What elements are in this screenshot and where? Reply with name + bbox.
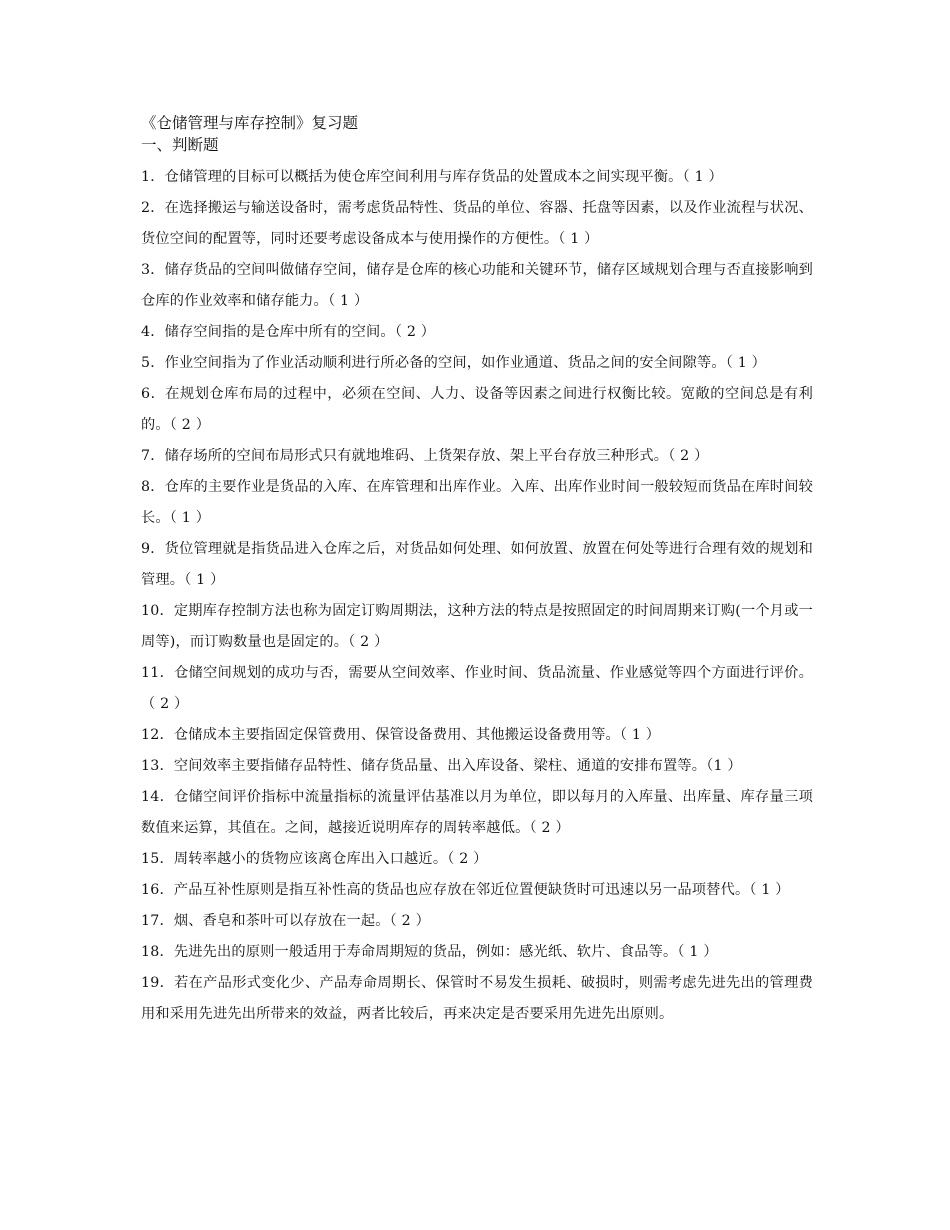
question-item: 15．周转率越小的货物应该离仓库出入口越近。（ 2 ） bbox=[141, 851, 488, 867]
question-item: 13．空间效率主要指储存品特性、储存货品量、出入库设备、梁柱、通道的安排布置等。（1 ） bbox=[141, 758, 742, 774]
question-item: 11．仓储空间规划的成功与否，需要从空间效率、作业时间、货品流量、作业感觉等四个方面进行评价。（ 2 ） bbox=[141, 665, 813, 712]
question-item: 12．仓储成本主要指固定保管费用、保管设备费用、其他搬运设备费用等。（ 1 ） bbox=[141, 727, 661, 743]
question-item: 19．若在产品形式变化少、产品寿命周期长、保管时不易发生损耗、破损时，则需考虑先进先出的管理费用和采用先进先出所带来的效益，两者比较后，再来决定是否要采用先进先出原则。 bbox=[141, 975, 813, 1022]
section-heading: 一、判断题 bbox=[141, 136, 219, 154]
question-item: 1．仓储管理的目标可以概括为使仓库空间利用与库存货品的处置成本之间实现平衡。（ 1 ） bbox=[141, 169, 723, 185]
question-item: 9．货位管理就是指货品进入仓库之后，对货品如何处理、如何放置、放置在何处等进行合理有效的规划和管理。（ 1 ） bbox=[141, 541, 813, 588]
question-item: 6．在规划仓库布局的过程中，必须在空间、人力、设备等因素之间进行权衡比较。宽敞的空间总是有利的。（ 2 ） bbox=[141, 386, 813, 433]
question-item: 17．烟、香皂和茶叶可以存放在一起。（ 2 ） bbox=[141, 913, 430, 929]
question-item: 16．产品互补性原则是指互补性高的货品也应存放在邻近位置便缺货时可迅速以另一品项替代。（ 1 ） bbox=[141, 882, 790, 898]
question-item: 7．储存场所的空间布局形式只有就地堆码、上货架存放、架上平台存放三种形式。（ 2 ） bbox=[141, 448, 709, 464]
question-item: 4．储存空间指的是仓库中所有的空间。（ 2 ） bbox=[141, 324, 436, 340]
question-item: 3．储存货品的空间叫做储存空间，储存是仓库的核心功能和关键环节，储存区域规划合理与否直接影响到仓库的作业效率和储存能力。（ 1 ） bbox=[141, 262, 813, 309]
document-title: 《仓储管理与库存控制》复习题 bbox=[141, 114, 359, 132]
question-item: 14．仓储空间评价指标中流量指标的流量评估基准以月为单位，即以每月的入库量、出库量、库存量三项数值来运算，其值在。之间，越接近说明库存的周转率越低。（ 2 ） bbox=[141, 789, 813, 836]
question-item: 10．定期库存控制方法也称为固定订购周期法，这种方法的特点是按照固定的时间周期来订购(一个月或一周等)，而订购数量也是固定的。（ 2 ） bbox=[141, 603, 813, 650]
question-list bbox=[141, 162, 813, 1030]
document-page bbox=[141, 112, 813, 1030]
question-item: 2．在选择搬运与输送设备时，需考虑货品特性、货品的单位、容器、托盘等因素，以及作业流程与状况、货位空间的配置等，同时还要考虑设备成本与使用操作的方便性。（ 1 ） bbox=[141, 200, 813, 247]
question-item: 18．先进先出的原则一般适用于寿命周期短的货品，例如：感光纸、软片、食品等。（ 1 ） bbox=[141, 944, 718, 960]
question-item: 5．作业空间指为了作业活动顺利进行所必备的空间，如作业通道、货品之间的安全间隙等。（ 1 ） bbox=[141, 355, 767, 371]
question-item: 8．仓库的主要作业是货品的入库、在库管理和出库作业。入库、出库作业时间一般较短而货品在库时间较长。（ 1 ） bbox=[141, 479, 813, 526]
